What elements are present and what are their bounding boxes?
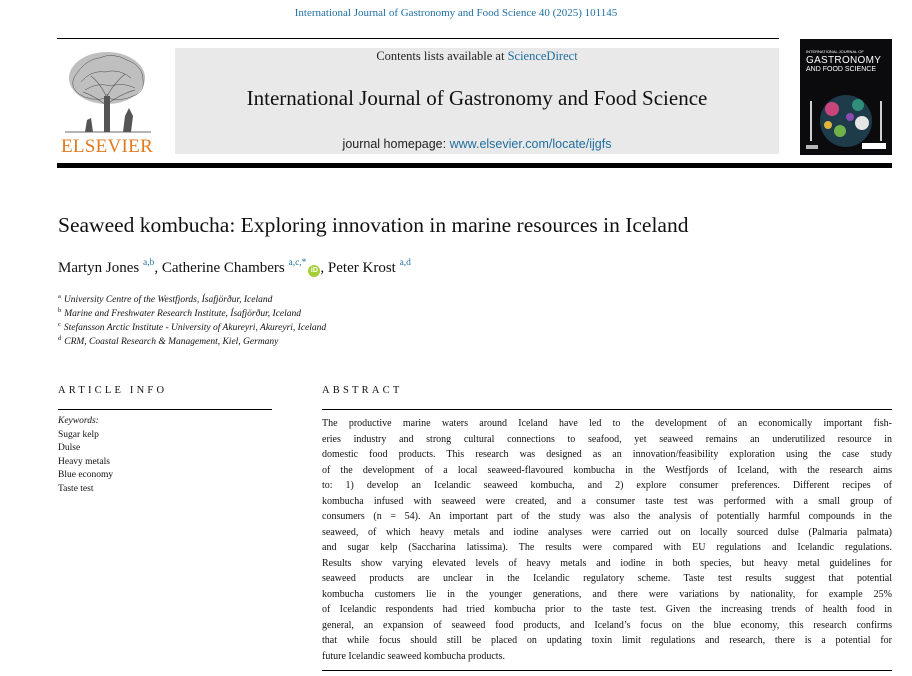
abstract-line: kombucha infused with seaweed were created, and a consumer taste test was performed with a small group of [322, 495, 892, 507]
author-separator: , [320, 260, 328, 276]
affiliation-item [58, 290, 326, 304]
homepage-prefix: journal homepage: [342, 137, 450, 151]
cover-title-line2: GASTRONOMY [806, 55, 882, 66]
article-info-heading: ARTICLE INFO [58, 385, 168, 396]
abstract-rule [322, 409, 892, 410]
elsevier-logo[interactable] [55, 46, 159, 158]
abstract-line: future Icelandic seaweed kombucha products. [322, 650, 505, 662]
affiliation-list [58, 290, 326, 346]
author-list [58, 258, 411, 277]
author-affiliation-marker[interactable]: a,d [399, 258, 411, 268]
affiliation-item [58, 332, 326, 346]
abstract-bottom-rule [322, 670, 892, 671]
keyword-item: Blue economy [58, 470, 114, 480]
article-title: Seaweed kombucha: Exploring innovation in marine resources in Iceland [58, 213, 689, 237]
affiliation-item [58, 318, 326, 332]
affiliation-text: CRM, Coastal Research & Management, Kiel, Germany [64, 337, 279, 347]
cover-title-line1: INTERNATIONAL JOURNAL OF [806, 49, 864, 54]
affiliation-key: c [58, 321, 61, 328]
abstract-line: seaweed products are unclear in the Icelandic regulatory scheme. Taste test results suggest that potential [322, 573, 892, 584]
abstract-line: The productive marine waters around Iceland have led to the development of an economically important fish- [322, 418, 892, 429]
abstract-line: to: 1) develop an Icelandic seaweed kombucha, and 2) explore consumer preferences. Different recipes of [322, 480, 892, 491]
homepage-link[interactable]: www.elsevier.com/locate/ijgfs [449, 137, 612, 151]
header-top-rule [57, 38, 779, 39]
abstract-line: consumers (n = 54). An important part of the study was also the analysis of potentially harmful compounds in the [322, 511, 892, 522]
author-separator: , [154, 260, 162, 276]
affiliation-text: University Centre of the Westfjords, Ísafjörður, Iceland [63, 295, 273, 305]
author-name[interactable]: Catherine Chambers [161, 260, 285, 276]
abstract-line: that while focus should still be placed on updating toxin limit regulations and research, there is a potential for [322, 635, 892, 646]
author-affiliation-marker[interactable]: a,c,* [288, 258, 307, 268]
keywords-label: Keywords: [58, 416, 99, 426]
author-affiliation-marker[interactable]: a,b [143, 258, 155, 268]
affiliation-text: Marine and Freshwater Research Institute, Ísafjörður, Iceland [64, 309, 302, 319]
elsevier-tree-icon [55, 46, 159, 136]
keyword-item: Taste test [58, 483, 94, 494]
affiliation-item [58, 304, 326, 318]
elsevier-wordmark: ELSEVIER [60, 136, 154, 157]
abstract-line: seaweed, of which heavy metals and iodine analyses were carried out on locally sourced dulse (Palmaria palmata) [322, 526, 892, 538]
abstract-line: domestic food products. This research was designed as an innovation/feasibility exploration using the case study [322, 449, 892, 460]
cover-title-line3: AND FOOD SCIENCE [806, 66, 877, 73]
abstract-line: Results show varying elevated levels of heavy metals and iodine in both species, but heavy metal guidelines for [322, 557, 892, 569]
affiliation-key: a [58, 293, 61, 300]
journal-cover-image[interactable] [800, 39, 892, 155]
keywords-block [58, 415, 113, 496]
abstract-line: and sugar kelp (Saccharina latissima). The results were compared with EU regulations and Icelandic regulations. [322, 542, 892, 553]
author-name[interactable]: Peter Krost [327, 260, 396, 276]
keyword-item: Dulse [58, 443, 81, 453]
affiliation-key: d [58, 335, 62, 342]
abstract-heading: ABSTRACT [322, 385, 403, 396]
cover-plate-icon [800, 39, 892, 155]
header-bottom-rule [57, 163, 892, 168]
keyword-item: Heavy metals [58, 456, 110, 467]
abstract-line: eries industry and strong cultural connections to seafood, yet seaweed remains an underutilized resource in [322, 433, 892, 445]
affiliation-text: Stefansson Arctic Institute - University of Akureyri, Akureyri, Iceland [63, 323, 327, 333]
journal-citation[interactable]: International Journal of Gastronomy and Food Science 40 (2025) 101145 [294, 7, 618, 19]
affiliation-key: b [58, 307, 62, 314]
abstract-body [322, 416, 892, 664]
orcid-icon[interactable]: iD [308, 265, 320, 277]
contents-availability [175, 49, 779, 64]
abstract-line: general, an expansion of seaweed food products, and Iceland’s focus on the blue economy, this research confirms [322, 619, 892, 631]
article-info-rule [58, 409, 272, 410]
journal-title: International Journal of Gastronomy and Food Science [246, 86, 708, 110]
journal-homepage [175, 137, 779, 151]
author-name[interactable]: Martyn Jones [58, 260, 140, 276]
abstract-line: kombucha customers lie in the younger generations, and there were variations by nationality, for example 25% [322, 588, 892, 600]
abstract-line: of the development of a local seaweed-flavoured kombucha in the Westfjords of Iceland, with the research aims [322, 464, 892, 476]
abstract-line: of Icelandic respondents had tried kombucha prior to the taste test. Given the increasing trends of health food in [322, 604, 892, 615]
contents-prefix: Contents lists available at [376, 49, 508, 63]
keyword-item: Sugar kelp [58, 429, 99, 440]
sciencedirect-link[interactable]: ScienceDirect [507, 49, 578, 63]
journal-banner [175, 48, 779, 154]
